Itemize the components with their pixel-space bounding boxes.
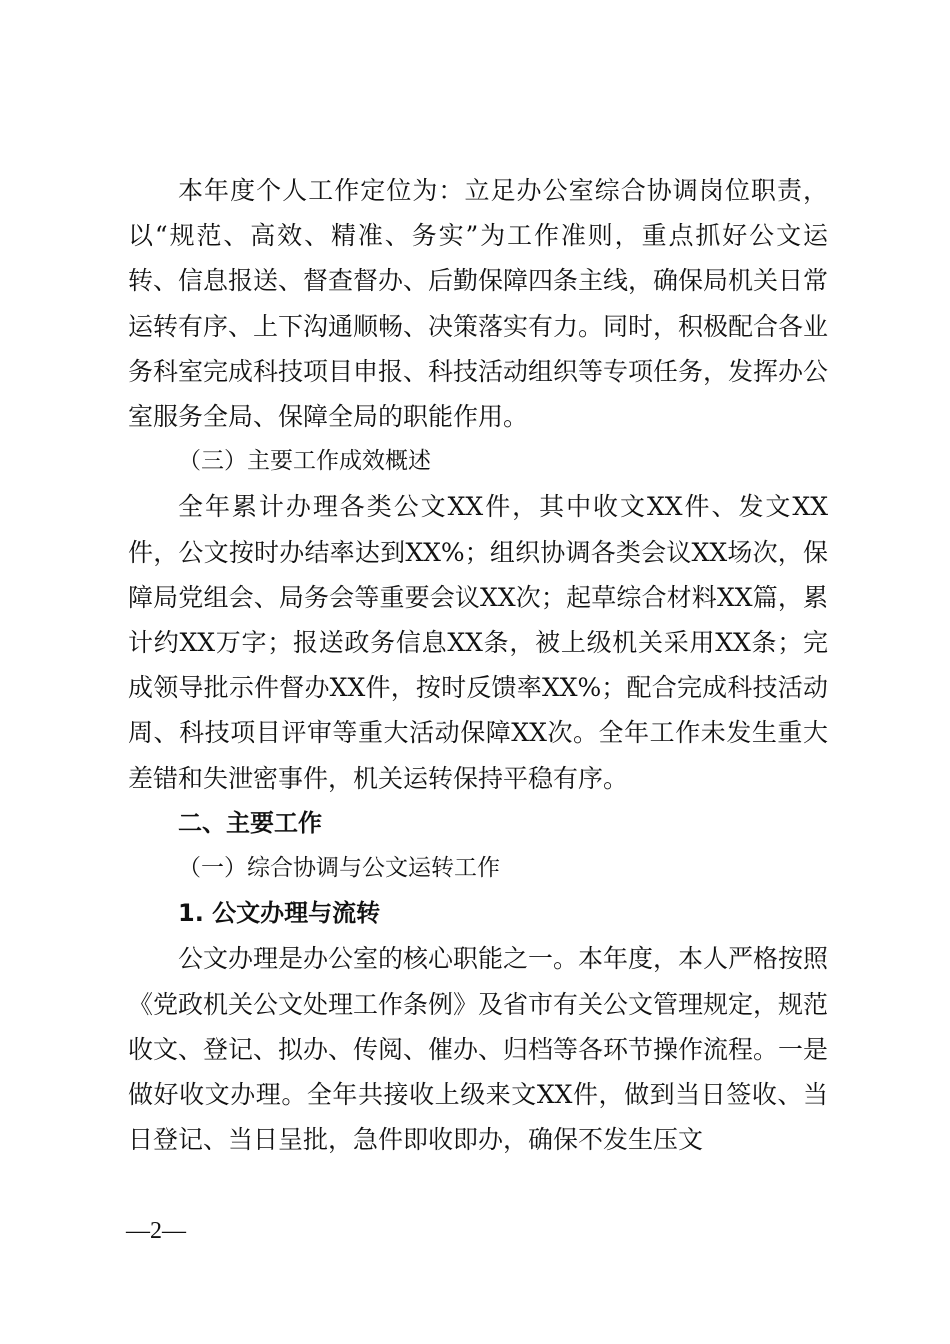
page-number: —2— [126, 1218, 186, 1244]
section-heading-coordination-documents: （一）综合协调与公文运转工作 [178, 855, 500, 882]
section-heading-achievements-overview: （三）主要工作成效概述 [178, 448, 431, 475]
chapter-heading-main-work: 二、主要工作 [178, 808, 322, 837]
paragraph-achievements-summary: 全年累计办理各类公文XX件，其中收文XX件、发文XX件，公文按时办结率达到XX%；组织协调各类会议XX场次，保障局党组会、局务会等重要会议XX次；起草综合材料XX篇，累计约XX万字；报送政务信息XX条，被上级机关采用XX条；完成领导批示件督办XX件，按时反馈率XX%；配合完成科技活动周、科技项目评审等重大活动保障XX次。全年工作未发生重大差错和失泄密事件，机关运转保持平稳有序。 [128, 492, 828, 793]
paragraph-work-positioning: 本年度个人工作定位为：立足办公室综合协调岗位职责，以“规范、高效、精准、务实”为工作准则，重点抓好公文运转、信息报送、督查督办、后勤保障四条主线，确保局机关日常运转有序、上下沟通顺畅、决策落实有力。同时，积极配合各业务科室完成科技项目申报、科技活动组织等专项任务，发挥办公室服务全局、保障全局的职能作用。 [128, 176, 829, 432]
paragraph-document-handling: 公文办理是办公室的核心职能之一。本年度，本人严格按照《党政机关公文处理工作条例》及省市有关公文管理规定，规范收文、登记、拟办、传阅、催办、归档等各环节操作流程。一是做好收文办理。全年共接收上级来文XX件，做到当日签收、当日登记、当日呈批，急件即收即办，确保不发生压文 [128, 944, 829, 1155]
item-heading-document-handling: 1. 公文办理与流转 [178, 899, 381, 928]
document-body [128, 168, 828, 1162]
